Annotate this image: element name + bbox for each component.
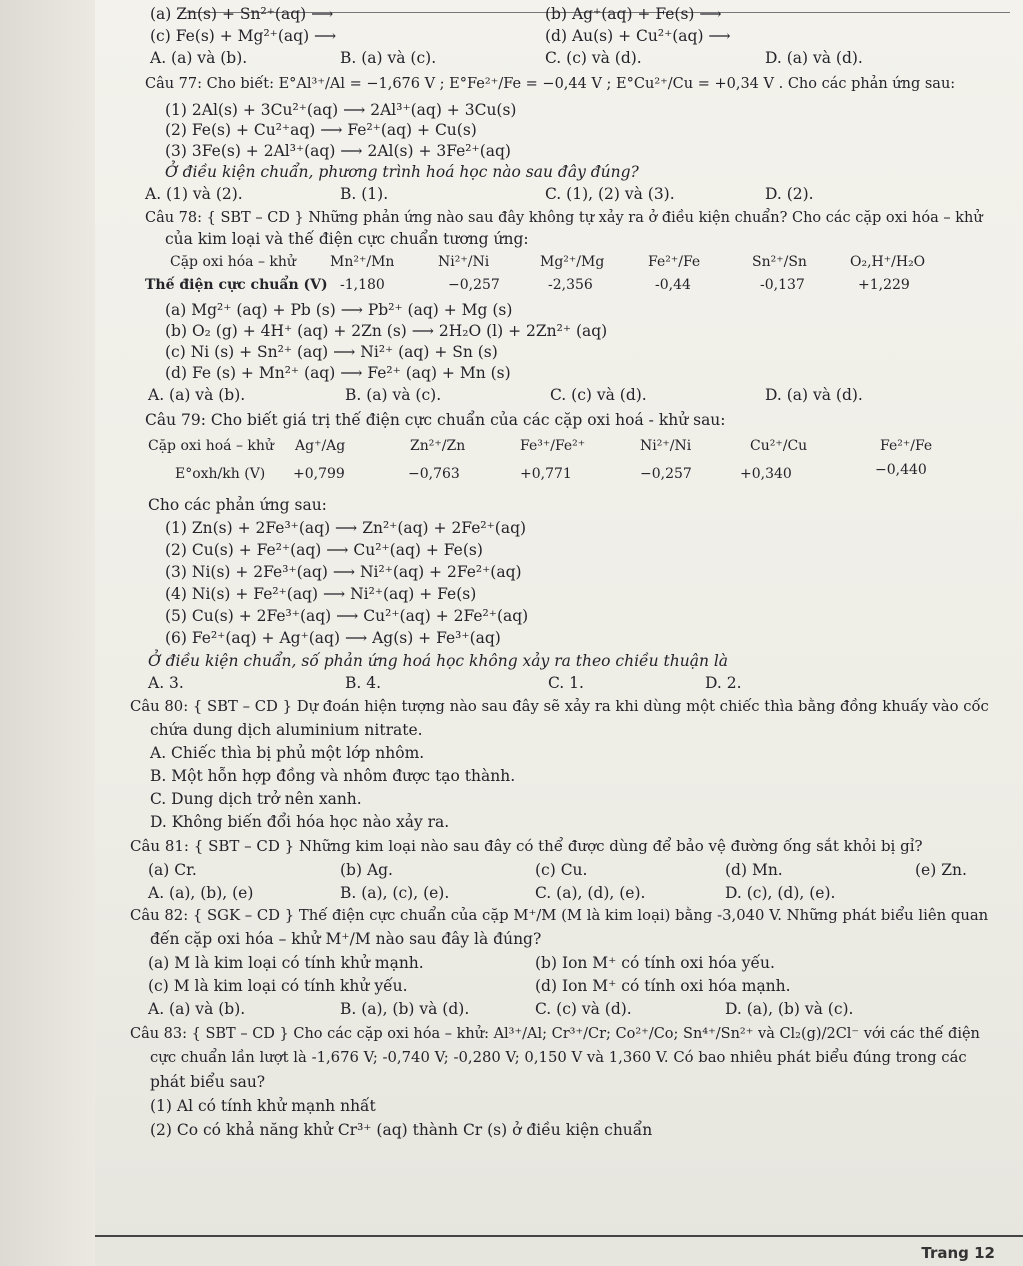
q77-option-b: B. (1). [340, 185, 389, 203]
q79-option-d: D. 2. [705, 674, 742, 692]
q83-stem-end: phát biểu sau? [150, 1073, 266, 1091]
q76-option-b: B. (a) và (c). [340, 49, 437, 67]
q79-table-header-pair: Cặp oxi hoá – khử [148, 438, 274, 454]
q78-table-pair-6: O₂,H⁺/H₂O [850, 254, 926, 270]
q79-table-pair-4: Ni²⁺/Ni [640, 438, 692, 454]
q82-option-a: A. (a) và (b). [148, 1000, 246, 1018]
q77-reaction-2: (2) Fe(s) + Cu²⁺aq) ⟶ Fe²⁺(aq) + Cu(s) [165, 121, 477, 139]
q78-table-pair-5: Sn²⁺/Sn [752, 254, 807, 270]
q81-option-d: D. (c), (d), (e). [725, 884, 836, 902]
q82-statement-c: (c) M là kim loại có tính khử yếu. [148, 977, 408, 995]
q76-reaction-c: (c) Fe(s) + Mg²⁺(aq) ⟶ [150, 27, 337, 45]
q76-option-c: C. (c) và (d). [545, 49, 642, 67]
q78-reaction-a: (a) Mg²⁺ (aq) + Pb (s) ⟶ Pb²⁺ (aq) + Mg (s) [165, 301, 513, 319]
q83-stem-cont: cực chuẩn lần lượt là -1,676 V; -0,740 V; -0,280 V; 0,150 V và 1,360 V. Có bao nhiêu phát biểu đúng trong các [150, 1049, 967, 1066]
q79-reaction-3: (3) Ni(s) + 2Fe³⁺(aq) ⟶ Ni²⁺(aq) + 2Fe²⁺(aq) [165, 563, 522, 581]
q79-stem: Câu 79: Cho biết giá trị thế điện cực chuẩn của các cặp oxi hoá - khử sau: [145, 411, 726, 429]
q82-option-d: D. (a), (b) và (c). [725, 1000, 854, 1018]
q81-metal-a: (a) Cr. [148, 861, 197, 879]
q78-stem: Câu 78: { SBT – CD } Những phản ứng nào sau đây không tự xảy ra ở điều kiện chuẩn? Cho các cặp oxi hóa – khử [145, 210, 983, 226]
q79-table-pair-1: Ag⁺/Ag [295, 438, 346, 454]
q79-table-pair-2: Zn²⁺/Zn [410, 438, 466, 454]
q79-table-value-2: −0,763 [408, 466, 460, 482]
q81-metal-d: (d) Mn. [725, 861, 783, 879]
q78-option-c: C. (c) và (d). [550, 386, 647, 404]
q80-option-b: B. Một hỗn hợp đồng và nhôm được tạo thành. [150, 767, 516, 785]
q77-reaction-3: (3) 3Fe(s) + 2Al³⁺(aq) ⟶ 2Al(s) + 3Fe²⁺(aq) [165, 142, 511, 160]
q76-option-a: A. (a) và (b). [150, 49, 248, 67]
q76-reaction-a: (a) Zn(s) + Sn²⁺(aq) ⟶ [150, 5, 334, 23]
q79-table-value-1: +0,799 [293, 466, 345, 482]
q76-reaction-d: (d) Au(s) + Cu²⁺(aq) ⟶ [545, 27, 731, 45]
q80-stem: Câu 80: { SBT – CD } Dự đoán hiện tượng nào sau đây sẽ xảy ra khi dùng một chiếc thìa bằng đồng khuấy vào cốc [130, 698, 989, 715]
q78-table-pair-4: Fe²⁺/Fe [648, 254, 701, 270]
q79-table-pair-3: Fe³⁺/Fe²⁺ [520, 438, 586, 454]
q82-statement-b: (b) Ion M⁺ có tính oxi hóa yếu. [535, 954, 775, 972]
q79-table-header-potential: E°oxh/kh (V) [175, 466, 266, 482]
q81-metal-c: (c) Cu. [535, 861, 588, 879]
q81-stem: Câu 81: { SBT – CD } Những kim loại nào sau đây có thể được dùng để bảo vệ đường ống sắt khỏi bị gỉ? [130, 837, 923, 855]
q79-table-pair-5: Cu²⁺/Cu [750, 438, 808, 454]
q77-stem: Câu 77: Cho biết: E°Al³⁺/Al = −1,676 V ; E°Fe²⁺/Fe = −0,44 V ; E°Cu²⁺/Cu = +0,34 V . Cho các phản ứng sau: [145, 76, 956, 92]
q80-stem-cont: chứa dung dịch aluminium nitrate. [150, 721, 423, 739]
q78-table-header-pair: Cặp oxi hóa – khử [170, 254, 296, 270]
q81-metal-b: (b) Ag. [340, 861, 393, 879]
q83-stem: Câu 83: { SBT – CD } Cho các cặp oxi hóa – khử: Al³⁺/Al; Cr³⁺/Cr; Co²⁺/Co; Sn⁴⁺/Sn²⁺ và Cl₂(g)/2Cl⁻ với các thế điện [130, 1026, 980, 1042]
q82-option-c: C. (c) và (d). [535, 1000, 632, 1018]
q81-option-c: C. (a), (d), (e). [535, 884, 646, 902]
q77-option-c: C. (1), (2) và (3). [545, 185, 675, 203]
q79-reaction-5: (5) Cu(s) + 2Fe³⁺(aq) ⟶ Cu²⁺(aq) + 2Fe²⁺(aq) [165, 607, 529, 625]
q79-option-c: C. 1. [548, 674, 584, 692]
q81-option-a: A. (a), (b), (e) [148, 884, 254, 902]
q78-table-value-4: -0,44 [655, 277, 691, 293]
q80-option-d: D. Không biến đổi hóa học nào xảy ra. [150, 813, 450, 831]
q79-table-value-6: −0,440 [875, 462, 927, 478]
q79-reaction-2: (2) Cu(s) + Fe²⁺(aq) ⟶ Cu²⁺(aq) + Fe(s) [165, 541, 483, 559]
q79-intro: Cho các phản ứng sau: [148, 496, 327, 514]
q78-table-pair-2: Ni²⁺/Ni [438, 254, 490, 270]
q78-option-d: D. (a) và (d). [765, 386, 863, 404]
q81-metal-e: (e) Zn. [915, 861, 967, 879]
q78-reaction-b: (b) O₂ (g) + 4H⁺ (aq) + 2Zn (s) ⟶ 2H₂O (l) + 2Zn²⁺ (aq) [165, 322, 608, 340]
q78-table-value-1: -1,180 [340, 277, 385, 293]
q77-option-a: A. (1) và (2). [145, 185, 243, 203]
q79-table-value-5: +0,340 [740, 466, 792, 482]
q83-statement-2: (2) Co có khả năng khử Cr³⁺ (aq) thành Cr (s) ở điều kiện chuẩn [150, 1121, 653, 1139]
q80-option-a: A. Chiếc thìa bị phủ một lớp nhôm. [150, 744, 425, 762]
q79-reaction-4: (4) Ni(s) + Fe²⁺(aq) ⟶ Ni²⁺(aq) + Fe(s) [165, 585, 477, 603]
q82-statement-a: (a) M là kim loại có tính khử mạnh. [148, 954, 424, 972]
q78-option-b: B. (a) và (c). [345, 386, 442, 404]
left-margin-bleed [0, 0, 95, 1266]
q78-option-a: A. (a) và (b). [148, 386, 246, 404]
q79-option-b: B. 4. [345, 674, 382, 692]
q78-table-value-6: +1,229 [858, 277, 910, 293]
q79-table-value-4: −0,257 [640, 466, 692, 482]
q78-table-value-5: -0,137 [760, 277, 805, 293]
q79-reaction-6: (6) Fe²⁺(aq) + Ag⁺(aq) ⟶ Ag(s) + Fe³⁺(aq) [165, 629, 501, 647]
q78-table-value-3: -2,356 [548, 277, 593, 293]
q77-reaction-1: (1) 2Al(s) + 3Cu²⁺(aq) ⟶ 2Al³⁺(aq) + 3Cu(s) [165, 101, 517, 119]
q79-option-a: A. 3. [148, 674, 184, 692]
footer-divider [95, 1235, 1023, 1237]
q82-option-b: B. (a), (b) và (d). [340, 1000, 470, 1018]
q79-table-pair-6: Fe²⁺/Fe [880, 438, 933, 454]
q78-table-pair-1: Mn²⁺/Mn [330, 254, 395, 270]
q82-statement-d: (d) Ion M⁺ có tính oxi hóa mạnh. [535, 977, 791, 995]
q83-statement-1: (1) Al có tính khử mạnh nhất [150, 1097, 376, 1115]
q78-table-pair-3: Mg²⁺/Mg [540, 254, 605, 270]
page-number: Trang 12 [921, 1244, 995, 1262]
q81-option-b: B. (a), (c), (e). [340, 884, 450, 902]
q76-option-d: D. (a) và (d). [765, 49, 863, 67]
q77-option-d: D. (2). [765, 185, 814, 203]
q78-reaction-c: (c) Ni (s) + Sn²⁺ (aq) ⟶ Ni²⁺ (aq) + Sn (s) [165, 343, 498, 361]
q76-reaction-b: (b) Ag⁺(aq) + Fe(s) ⟶ [545, 5, 722, 23]
q77-question: Ở điều kiện chuẩn, phương trình hoá học nào sau đây đúng? [165, 163, 639, 181]
q78-table-header-potential: Thế điện cực chuẩn (V) [145, 277, 328, 293]
q79-table-value-3: +0,771 [520, 466, 572, 482]
q78-stem-cont: của kim loại và thế điện cực chuẩn tương ứng: [165, 230, 529, 248]
q78-table-value-2: −0,257 [448, 277, 500, 293]
q82-stem-cont: đến cặp oxi hóa – khử M⁺/M nào sau đây là đúng? [150, 930, 542, 948]
q82-stem: Câu 82: { SGK – CD } Thế điện cực chuẩn của cặp M⁺/M (M là kim loại) bằng -3,040 V. Những phát biểu liên quan [130, 907, 989, 924]
q79-question: Ở điều kiện chuẩn, số phản ứng hoá học không xảy ra theo chiều thuận là [148, 652, 729, 670]
q80-option-c: C. Dung dịch trở nên xanh. [150, 790, 362, 808]
q78-reaction-d: (d) Fe (s) + Mn²⁺ (aq) ⟶ Fe²⁺ (aq) + Mn (s) [165, 364, 511, 382]
q79-reaction-1: (1) Zn(s) + 2Fe³⁺(aq) ⟶ Zn²⁺(aq) + 2Fe²⁺(aq) [165, 519, 527, 537]
